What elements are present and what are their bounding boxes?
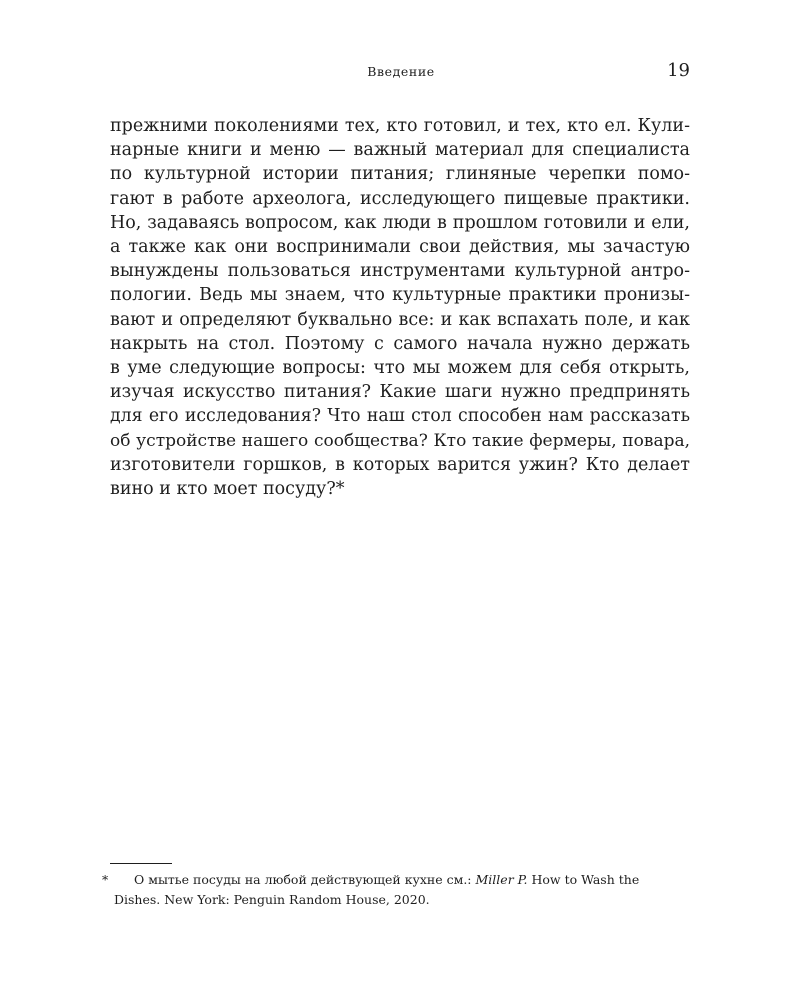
text-line: пологии. Ведь мы знаем, что культурные практики пронизы- — [110, 285, 690, 306]
footnote-citation: Dishes. New York: Penguin Random House, 2020. — [114, 892, 430, 907]
footnote-line-1 — [102, 870, 692, 890]
text-line: Но, задаваясь вопросом, как люди в прошлом готовили и ели, — [110, 212, 690, 233]
text-line: изготовители горшков, в которых варится ужин? Кто делает — [110, 454, 690, 475]
footnote-text: О мытье посуды на любой действующей кухне см.: — [134, 872, 476, 887]
body-paragraph — [110, 114, 690, 501]
footnote-line-2 — [102, 890, 692, 910]
text-line: об устройстве нашего сообщества? Кто такие фермеры, повара, — [110, 430, 690, 451]
text-line: изучая искусство питания? Какие шаги нужно предпринять — [110, 382, 690, 403]
text-line: вынуждены пользоваться инструментами культурной антро- — [110, 261, 690, 282]
text-line: а также как они воспринимали свои действия, мы зачастую — [110, 237, 690, 258]
footnote-divider — [110, 863, 172, 864]
page-number: 19 — [667, 60, 690, 81]
text-line: накрыть на стол. Поэтому с самого начала нужно держать — [110, 333, 690, 354]
footnote-marker: * — [102, 872, 109, 887]
footnote — [102, 870, 692, 910]
running-head — [110, 60, 692, 84]
text-line: в уме следующие вопросы: что мы можем для себя открыть, — [110, 358, 690, 379]
text-line-last: вино и кто моет посуду?* — [110, 479, 345, 500]
footnote-title: How to Wash the — [527, 872, 640, 887]
text-line: для его исследования? Что наш стол способен нам рассказать — [110, 406, 690, 427]
text-line: прежними поколениями тех, кто готовил, и тех, кто ел. Кули- — [110, 116, 690, 136]
footnote-author: Miller P. — [475, 872, 528, 887]
text-line: по культурной истории питания; глиняные черепки помо- — [110, 164, 690, 185]
text-line: гают в работе археолога, исследующего пищевые практики. — [110, 188, 690, 209]
text-line: нарные книги и меню — важный материал для специалиста — [110, 140, 690, 161]
text-line: вают и определяют буквально все: и как вспахать поле, и как — [110, 309, 690, 330]
section-title: Введение — [367, 64, 435, 79]
